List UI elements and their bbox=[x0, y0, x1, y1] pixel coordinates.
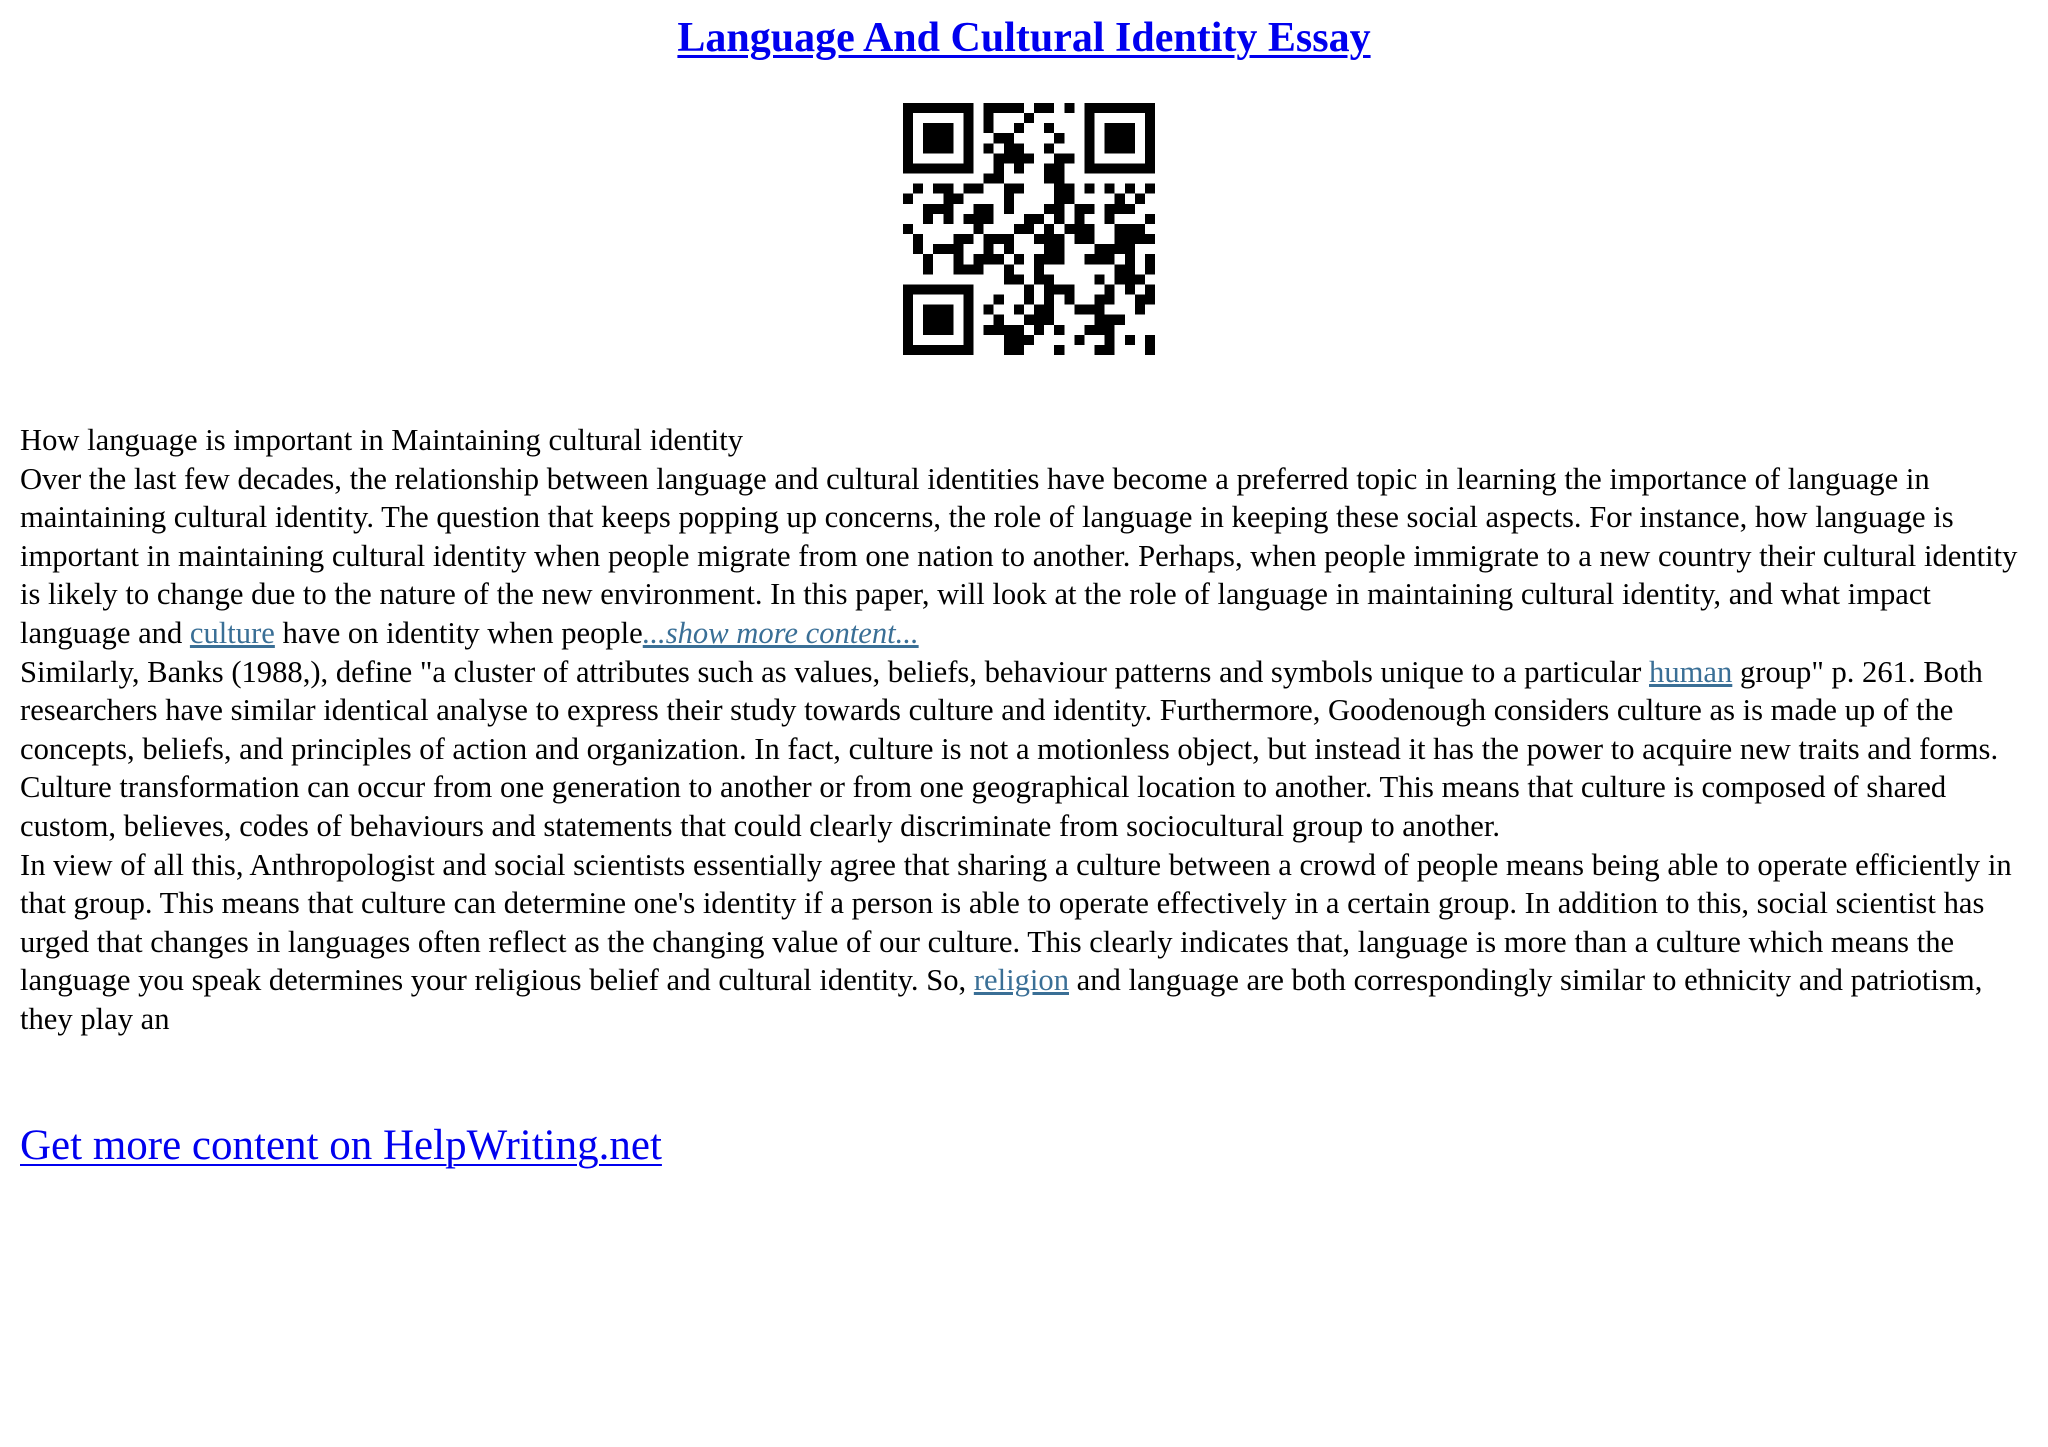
essay-body bbox=[20, 421, 2035, 1039]
essay-heading: How language is important in Maintaining cultural identity bbox=[20, 423, 744, 457]
keyword-link-culture[interactable]: culture bbox=[189, 615, 275, 650]
paragraph-text: Similarly, Banks (1988,), define "a cluster of attributes such as values, beliefs, behaviour patterns and symbols unique to a particular bbox=[20, 654, 1642, 689]
paragraph-text: have on identity when people bbox=[282, 615, 643, 650]
show-more-link[interactable]: ...show more content... bbox=[642, 615, 919, 650]
qr-code-icon bbox=[903, 103, 1155, 355]
paragraph-text: In view of all this, Anthropologist and social scientists essentially agree that sharing a culture between a crowd of people means being able to operate efficiently in that group. This means that culture can determine one's identity if a person is able to operate effectively in a certain group. In addition to this, social scientist has urged that changes in languages often reflect as the changing value of our culture. This clearly indicates that, language is more than a culture which means the language you speak determines your religious belief and cultural identity. So, bbox=[20, 847, 2012, 998]
essay-paragraph-2 bbox=[20, 653, 2035, 846]
paragraph-text: and language are both correspondingly similar to ethnicity and patriotism, they play an bbox=[20, 963, 1983, 1036]
keyword-link-religion[interactable]: religion bbox=[973, 963, 1069, 998]
keyword-link-human[interactable]: human bbox=[1649, 654, 1733, 689]
title-container bbox=[0, 14, 2048, 62]
get-more-content-link[interactable]: Get more content on HelpWriting.net bbox=[20, 1122, 662, 1169]
paragraph-text: group" p. 261. Both researchers have similar identical analyse to express their study towards culture and identity. Furthermore, Goodenough considers culture as is made up of the concepts, beliefs, and principles of action and organization. In fact, culture is not a motionless object, but instead it has the power to acquire new traits and forms. Culture transformation can occur from one generation to another or from one geographical location to another. This means that culture is composed of shared custom, believes, codes of behaviours and statements that could clearly discriminate from sociocultural group to another. bbox=[20, 654, 1999, 843]
essay-paragraph-1 bbox=[20, 460, 2035, 653]
essay-paragraph-3 bbox=[20, 846, 2035, 1039]
paragraph-text: Over the last few decades, the relationship between language and cultural identities have become a preferred topic in learning the importance of language in maintaining cultural identity. The question that keeps popping up concerns, the role of language in keeping these social aspects. For instance, how language is important in maintaining cultural identity when people migrate from one nation to another. Perhaps, when people immigrate to a new country their cultural identity is likely to change due to the nature of the new environment. In this paper, will look at the role of language in maintaining cultural identity, and what impact language and bbox=[20, 461, 2018, 650]
page-title-link[interactable]: Language And Cultural Identity Essay bbox=[677, 15, 1371, 61]
